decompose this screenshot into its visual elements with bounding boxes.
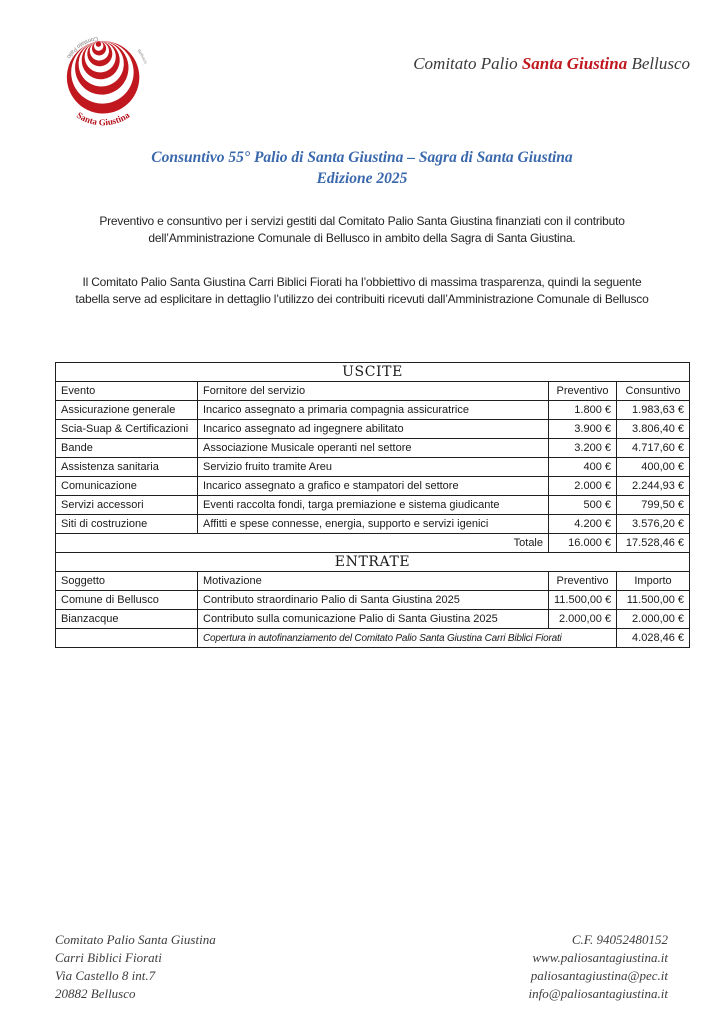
cell-consuntivo: 3.576,20 € — [617, 515, 690, 534]
footer-street: Via Castello 8 int.7 — [55, 968, 156, 983]
uscite-section-row — [56, 363, 690, 382]
entrate-section-row — [56, 553, 690, 572]
autofinancing-label: Copertura in autofinanziamento del Comitato Palio Santa Giustina Carri Biblici Fiorati — [198, 629, 617, 648]
autofinancing-amount: 4.028,46 € — [617, 629, 690, 648]
cell-evento: Siti di costruzione — [56, 515, 198, 534]
cell-preventivo: 2.000 € — [549, 477, 617, 496]
cell-preventivo: 3.900 € — [549, 420, 617, 439]
cell-preventivo: 11.500,00 € — [549, 591, 617, 610]
page-title-line1: Consuntivo 55° Palio di Santa Giustina – Sagra di Santa Giustina — [151, 149, 573, 166]
logo-arc-text-left: Comitato Palio — [64, 34, 99, 60]
col-header-preventivo: Preventivo — [549, 572, 617, 591]
cell-consuntivo: 3.806,40 € — [617, 420, 690, 439]
cell-motivazione: Contributo sulla comunicazione Palio di Santa Giustina 2025 — [198, 610, 549, 629]
col-header-importo: Importo — [617, 572, 690, 591]
table-row — [56, 420, 690, 439]
cell-fornitore: Servizio fruito tramite Areu — [198, 458, 549, 477]
cell-evento: Assistenza sanitaria — [56, 458, 198, 477]
cell-importo: 2.000,00 € — [617, 610, 690, 629]
entrate-header-row — [56, 572, 690, 591]
logo-arc-text-right: Bellusco — [136, 48, 149, 65]
cell-preventivo: 4.200 € — [549, 515, 617, 534]
org-name-suffix: Bellusco — [627, 54, 690, 73]
page-title-line2: Edizione 2025 — [316, 170, 408, 187]
footer-org-subname: Carri Biblici Fiorati — [55, 950, 162, 965]
org-logo-icon — [46, 32, 162, 128]
table-row — [56, 515, 690, 534]
footer-info-email: info@paliosantagiustina.it — [528, 986, 668, 1001]
table-row — [56, 610, 690, 629]
entrate-section-title: ENTRATE — [56, 553, 690, 572]
total-label: Totale — [56, 534, 549, 553]
footer-address-block — [55, 931, 216, 1003]
cell-consuntivo: 400,00 € — [617, 458, 690, 477]
cell-consuntivo: 4.717,60 € — [617, 439, 690, 458]
cell-evento: Bande — [56, 439, 198, 458]
org-name-prefix: Comitato Palio — [413, 54, 522, 73]
cell-motivazione: Contributo straordinario Palio di Santa Giustina 2025 — [198, 591, 549, 610]
table-row — [56, 477, 690, 496]
col-header-evento: Evento — [56, 382, 198, 401]
cell-consuntivo: 1.983,63 € — [617, 401, 690, 420]
intro-paragraph-1: Preventivo e consuntivo per i servizi gestiti dal Comitato Palio Santa Giustina finanziati con il contributo dell’Amministrazione Comunale di Bellusco in ambito della Sagra di Santa Giustina. — [99, 214, 625, 245]
cell-preventivo: 1.800 € — [549, 401, 617, 420]
cell-empty — [56, 629, 198, 648]
cell-consuntivo: 2.244,93 € — [617, 477, 690, 496]
org-name-highlight: Santa Giustina — [521, 54, 628, 73]
cell-fornitore: Associazione Musicale operanti nel settore — [198, 439, 549, 458]
col-header-preventivo: Preventivo — [549, 382, 617, 401]
cell-preventivo: 400 € — [549, 458, 617, 477]
org-logo — [46, 32, 162, 128]
col-header-fornitore: Fornitore del servizio — [198, 382, 549, 401]
cell-soggetto: Comune di Bellusco — [56, 591, 198, 610]
autofinancing-row — [56, 629, 690, 648]
intro-paragraph-2: Il Comitato Palio Santa Giustina Carri Biblici Fiorati ha l’obbiettivo di massima trasparenza, quindi la seguente tabella serve ad esplicitare in dettaglio l’utilizzo dei contribuiti ricevuti dall’Amministrazione Comunale di Bellusco — [75, 275, 649, 306]
total-consuntivo: 17.528,46 € — [617, 534, 690, 553]
footer-website: www.paliosantagiustina.it — [532, 950, 668, 965]
cell-preventivo: 2.000,00 € — [549, 610, 617, 629]
table-row — [56, 401, 690, 420]
cell-fornitore: Affitti e spese connesse, energia, supporto e servizi igenici — [198, 515, 549, 534]
logo-arc-text-bottom: Santa Giustina — [74, 109, 132, 128]
footer-contacts-block — [529, 931, 668, 1003]
total-preventivo: 16.000 € — [549, 534, 617, 553]
col-header-soggetto: Soggetto — [56, 572, 198, 591]
cell-evento: Servizi accessori — [56, 496, 198, 515]
cell-importo: 11.500,00 € — [617, 591, 690, 610]
cell-fornitore: Incarico assegnato ad ingegnere abilitato — [198, 420, 549, 439]
cell-consuntivo: 799,50 € — [617, 496, 690, 515]
cell-fornitore: Incarico assegnato a grafico e stampatori del settore — [198, 477, 549, 496]
page-title — [0, 147, 724, 189]
table-row — [56, 458, 690, 477]
cell-fornitore: Incarico assegnato a primaria compagnia assicuratrice — [198, 401, 549, 420]
cell-evento: Assicurazione generale — [56, 401, 198, 420]
cell-fornitore: Eventi raccolta fondi, targa premiazione e sistema giudicante — [198, 496, 549, 515]
uscite-header-row — [56, 382, 690, 401]
footer-fiscal-code: C.F. 94052480152 — [571, 932, 668, 947]
cell-evento: Comunicazione — [56, 477, 198, 496]
cell-preventivo: 500 € — [549, 496, 617, 515]
col-header-consuntivo: Consuntivo — [617, 382, 690, 401]
footer-city: 20882 Bellusco — [55, 986, 136, 1001]
table-row — [56, 439, 690, 458]
cell-soggetto: Bianzacque — [56, 610, 198, 629]
budget-table — [55, 362, 690, 648]
svg-text:Bellusco — [137, 48, 149, 65]
uscite-total-row — [56, 534, 690, 553]
table-row — [56, 591, 690, 610]
org-name-header — [413, 54, 690, 74]
footer-pec-email: paliosantagiustina@pec.it — [530, 968, 668, 983]
cell-evento: Scia-Suap & Certificazioni — [56, 420, 198, 439]
col-header-motivazione: Motivazione — [198, 572, 549, 591]
uscite-section-title: USCITE — [56, 363, 690, 382]
table-row — [56, 496, 690, 515]
cell-preventivo: 3.200 € — [549, 439, 617, 458]
footer-org-name: Comitato Palio Santa Giustina — [55, 932, 216, 947]
